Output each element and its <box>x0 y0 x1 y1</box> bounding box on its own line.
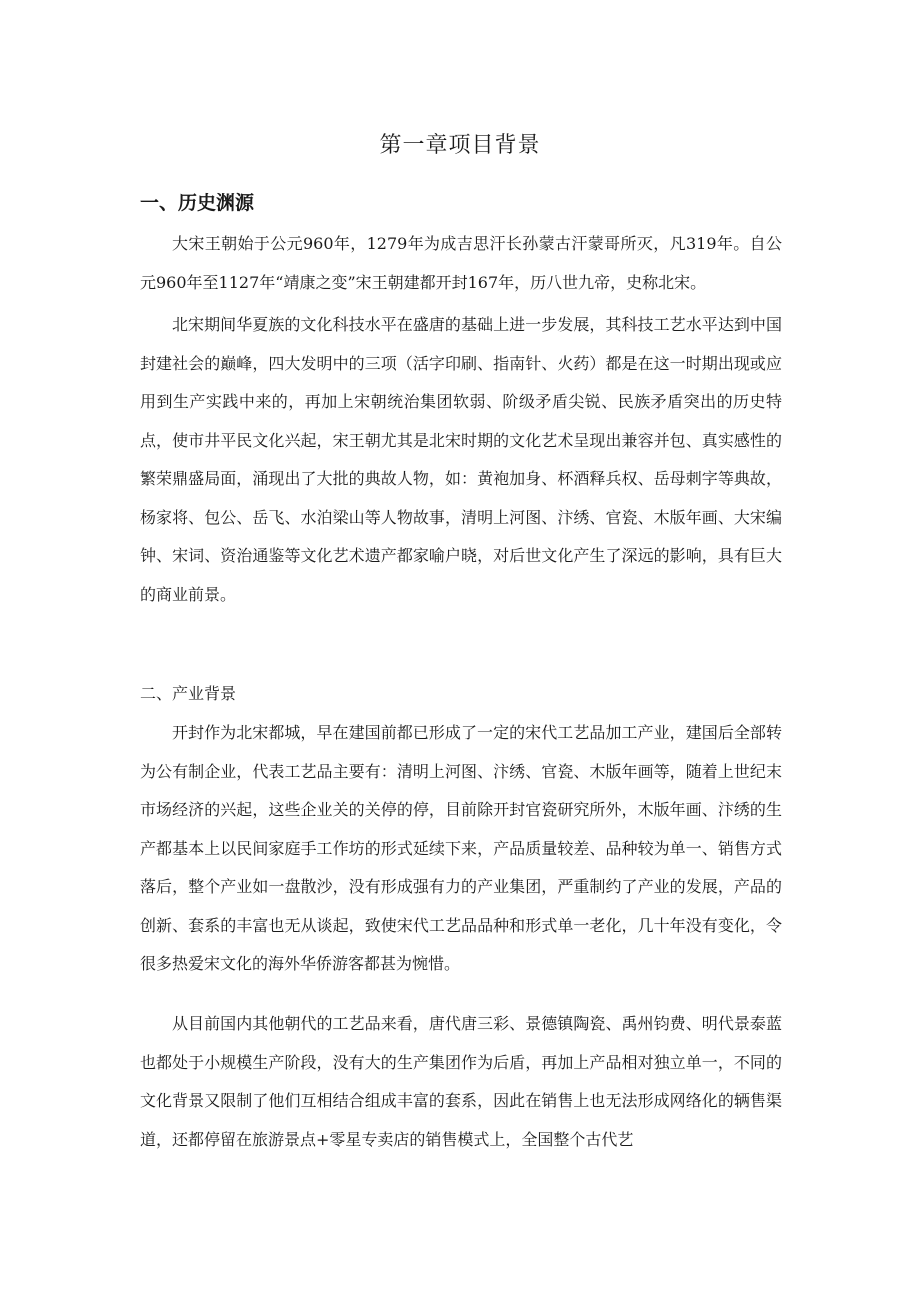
paragraph-history-1: 大宋王朝始于公元960年，1279年为成吉思汗长孙蒙古汗蒙哥所灭，凡319年。自公元960年至1127年“靖康之变”宋王朝建都开封167年，历八世九帝，史称北宋。 <box>140 234 782 292</box>
paragraph-industry-1: 开封作为北宋都城，早在建国前都已形成了一定的宋代工艺品加工产业，建国后全部转为公有制企业，代表工艺品主要有：清明上河图、汴绣、官瓷、木版年画等，随着上世纪末市场经济的兴起，这些企业关的关停的停，目前除开封官瓷研究所外，木版年画、汴绣的生产都基本上以民间家庭手工作坊的形式延续下来，产品质量较差、品种较为单一、销售方式落后，整个产业如一盘散沙，没有形成强有力的产业集团，严重制约了产业的发展，产品的创新、套系的丰富也无从谈起，致使宋代工艺品品种和形式单一老化，几十年没有变化，令很多热爱宋文化的海外华侨游客都甚为惋惜。 <box>140 723 782 973</box>
section-heading-history: 一、历史渊源 <box>140 192 255 214</box>
paragraph-history-2: 北宋期间华夏族的文化科技水平在盛唐的基础上进一步发展，其科技工艺水平达到中国封建社会的巅峰，四大发明中的三项（活字印刷、指南针、火药）都是在这一时期出现或应用到生产实践中来的，再加上宋朝统治集团软弱、阶级矛盾尖锐、民族矛盾突出的历史特点，使市井平民文化兴起，宋王朝尤其是北宋时期的文化艺术呈现出兼容并包、真实感性的繁荣鼎盛局面，涌现出了大批的典故人物，如：黄袍加身、杯酒释兵权、岳母刺字等典故，杨家将、包公、岳飞、水泊梁山等人物故事，清明上河图、汴绣、官瓷、木版年画、大宋编钟、宋词、资治通鉴等文化艺术遗产都家喻户晓，对后世文化产生了深远的影响，具有巨大的商业前景。 <box>140 315 782 604</box>
paragraph-industry-2: 从目前国内其他朝代的工艺品来看，唐代唐三彩、景德镇陶瓷、禹州钧费、明代景泰蓝也都处于小规模生产阶段，没有大的生产集团作为后盾，再加上产品相对独立单一，不同的文化背景又限制了他们互相结合组成丰富的套系，因此在销售上也无法形成网络化的辆售渠道，还都停留在旅游景点+零星专卖店的销售模式上，全国整个古代艺 <box>140 1014 782 1149</box>
section-heading-industry: 二、产业背景 <box>140 684 237 703</box>
chapter-title: 第一章项目背景 <box>379 133 541 158</box>
